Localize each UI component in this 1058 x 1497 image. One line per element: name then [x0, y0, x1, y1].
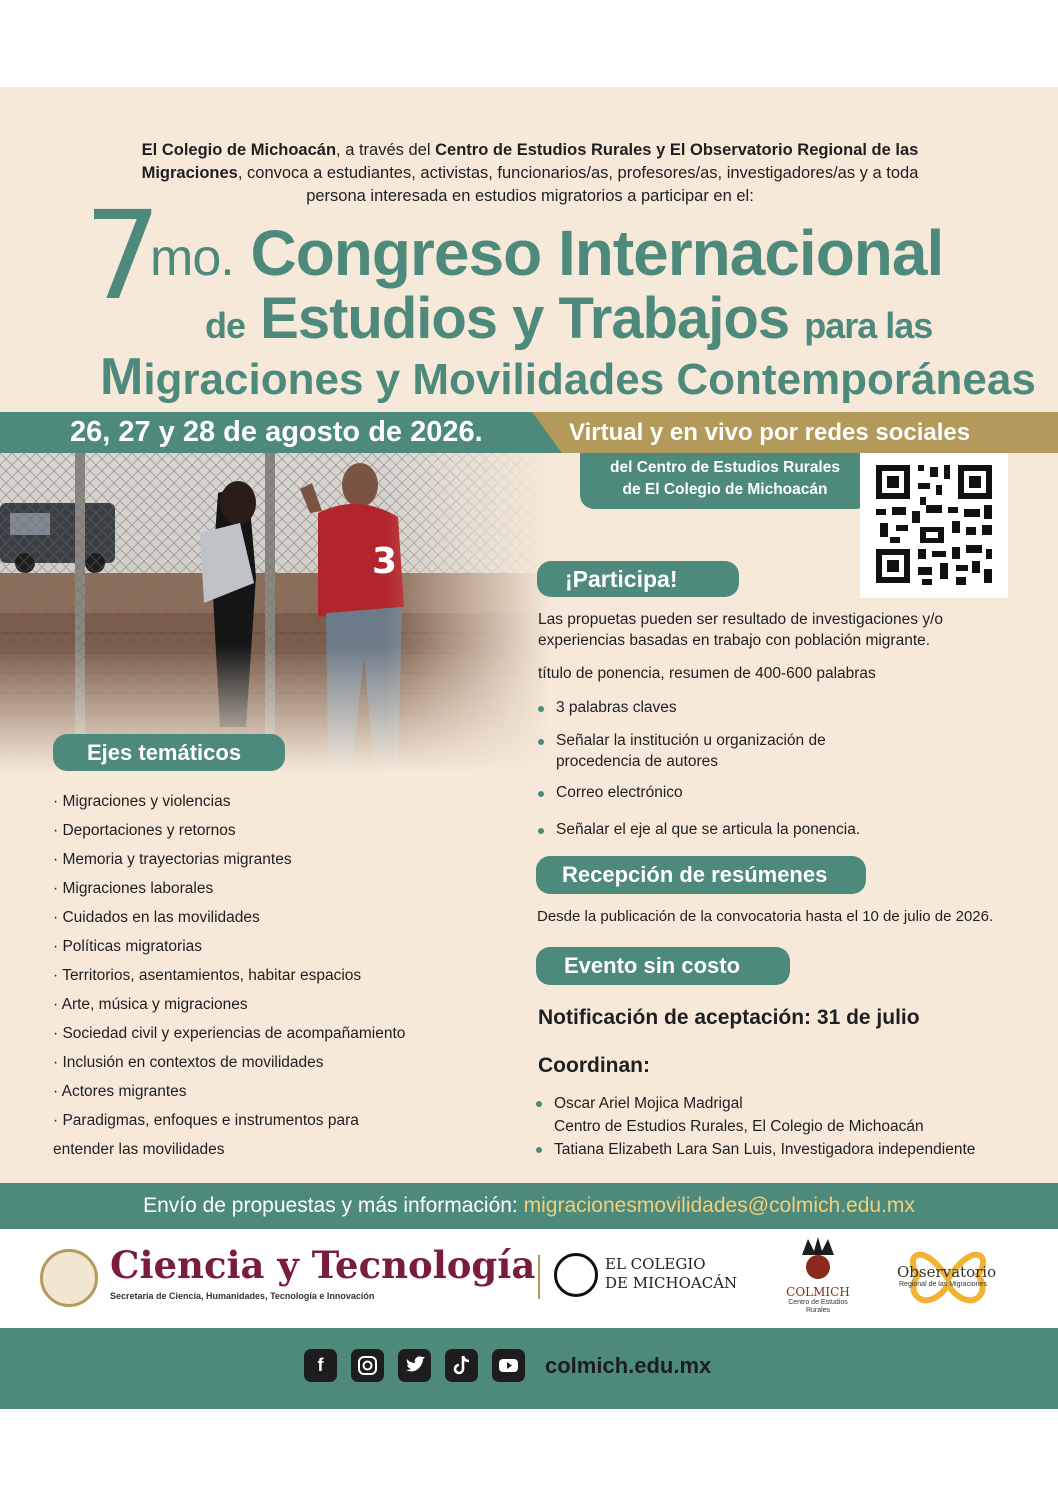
qr-code[interactable] — [860, 453, 1008, 598]
participa-list — [538, 697, 1008, 840]
notificacion: Notificación de aceptación: 31 de julio — [538, 1006, 920, 1029]
migrants-fence-photo — [0, 453, 550, 773]
colegio-line-2: DE MICHOACÁN — [605, 1274, 738, 1292]
list-item: · Políticas migratorias — [53, 938, 203, 955]
colmich-sub-2: Rurales — [805, 1307, 831, 1314]
list-item: · Sociedad civil y experiencias de acompañamiento — [53, 1025, 406, 1042]
list-item: Señalar la institución u organización de procedencia de autores — [538, 730, 856, 772]
contact-label: Envío de propuestas y más información: — [143, 1194, 524, 1217]
contact-email[interactable]: migracionesmovilidades@colmich.edu.mx — [523, 1194, 915, 1217]
list-item: · Paradigmas, enfoques e instrumentos para — [53, 1112, 359, 1129]
virtual-label: Virtual y en vivo por redes sociales — [569, 419, 971, 446]
intro-part: , a través del — [336, 141, 436, 159]
redes-line-2: de El Colegio de Michoacán — [622, 481, 828, 498]
title-number: 7 — [84, 185, 162, 327]
observatorio-sub: Regional de las Migraciones — [899, 1281, 987, 1288]
title-cap: M — [100, 348, 144, 406]
coordinan-list — [536, 1092, 1006, 1161]
list-item: Correo electrónico — [538, 782, 1008, 803]
coordinator-item: Tatiana Elizabeth Lara San Luis, Investigadora independiente — [536, 1138, 1006, 1161]
coordinator-affiliation: Centro de Estudios Rurales, El Colegio de Michoacán — [554, 1118, 924, 1135]
costo-badge: Evento sin costo — [536, 947, 790, 985]
list-item: · Arte, música y migraciones — [53, 996, 248, 1013]
list-item: 3 palabras claves — [538, 697, 1008, 718]
tiktok-icon[interactable] — [445, 1349, 478, 1382]
intro-text — [110, 139, 950, 208]
colmich-ces-logo — [785, 1237, 851, 1315]
title-line-1 — [150, 217, 943, 294]
ejes-list — [53, 787, 405, 1164]
colmich-label: COLMICH — [786, 1285, 850, 1299]
intro-centro: Centro de Estudios Rurales y El Observatorio Regional de las Migraciones — [141, 141, 919, 182]
crown-glyph-icon — [798, 1237, 838, 1281]
participa-titulo: título de ponencia, resumen de 400-600 palabras — [538, 665, 876, 682]
title-migraciones: igraciones y Movilidades Contemporáneas — [143, 355, 1036, 404]
logo-divider — [538, 1255, 540, 1299]
instagram-icon[interactable] — [351, 1349, 384, 1382]
title-suffix: mo. — [150, 229, 234, 287]
ciencia-logo-text: Ciencia y Tecnología — [110, 1243, 536, 1287]
recepcion-heading: Recepción de resúmenes — [536, 856, 866, 894]
recepcion-text: Desde la publicación de la convocatoria hasta el 10 de julio de 2026. — [537, 908, 994, 925]
facebook-icon[interactable]: f — [304, 1349, 337, 1382]
observatorio-label: Observatorio — [897, 1263, 997, 1281]
title-de: de — [205, 305, 246, 346]
list-item: · Actores migrantes — [53, 1083, 187, 1100]
list-item: · Deportaciones y retornos — [53, 822, 236, 839]
twitter-icon[interactable] — [398, 1349, 431, 1382]
contact-band — [0, 1183, 1058, 1229]
list-item: · Territorios, asentamientos, habitar espacios — [53, 967, 362, 984]
title-congreso: Congreso Internacional — [250, 217, 944, 289]
title-line-3 — [100, 349, 1036, 408]
intro-part: , convoca a estudiantes, activistas, funcionarios/as, profesores/as, investigadores/as y a toda persona interesada en estudios migratorios a participar en el: — [237, 164, 919, 205]
website-link[interactable]: colmich.edu.mx — [545, 1353, 712, 1378]
list-item: entender las movilidades — [53, 1141, 225, 1158]
list-item: · Migraciones laborales — [53, 880, 214, 897]
redes-tab — [580, 453, 870, 509]
coordinator-item — [536, 1092, 1006, 1138]
participa-heading: ¡Participa! — [537, 561, 739, 597]
mexico-seal-logo — [40, 1249, 98, 1307]
redes-line-1: del Centro de Estudios Rurales — [610, 459, 840, 476]
coordinan-heading: Coordinan: — [538, 1054, 650, 1077]
list-item: Señalar el eje al que se articula la ponencia. — [538, 819, 1008, 840]
ciencia-logo-subtitle: Secretaría de Ciencia, Humanidades, Tecnología e Innovación — [110, 1291, 375, 1301]
list-item: · Inclusión en contextos de movilidades — [53, 1054, 324, 1071]
intro-org: El Colegio de Michoacán — [141, 141, 337, 159]
coordinator-name: Oscar Ariel Mojica Madrigal — [554, 1095, 743, 1112]
social-band — [0, 1328, 1058, 1409]
ejes-heading: Ejes temáticos — [53, 734, 285, 771]
poster — [0, 87, 1058, 1409]
list-item: · Memoria y trayectorias migrantes — [53, 851, 292, 868]
event-date: 26, 27 y 28 de agosto de 2026. — [70, 416, 483, 448]
logo-strip — [0, 1229, 1058, 1328]
colmich-emblem-icon — [554, 1253, 598, 1297]
observatorio-logo — [893, 1235, 1003, 1323]
list-item: · Migraciones y violencias — [53, 793, 231, 810]
colegio-logo-text — [605, 1255, 737, 1293]
colegio-line-1: EL COLEGIO — [605, 1255, 706, 1273]
title-estudios: Estudios y Trabajos — [260, 286, 790, 351]
youtube-icon[interactable] — [492, 1349, 525, 1382]
list-item: · Cuidados en las movilidades — [53, 909, 260, 926]
participa-text: Las propuetas pueden ser resultado de investigaciones y/o experiencias basadas en trabajo con población migrante. — [538, 611, 943, 649]
title-para: para las — [804, 305, 933, 346]
colmich-sub-1: Centro de Estudios — [788, 1299, 848, 1306]
